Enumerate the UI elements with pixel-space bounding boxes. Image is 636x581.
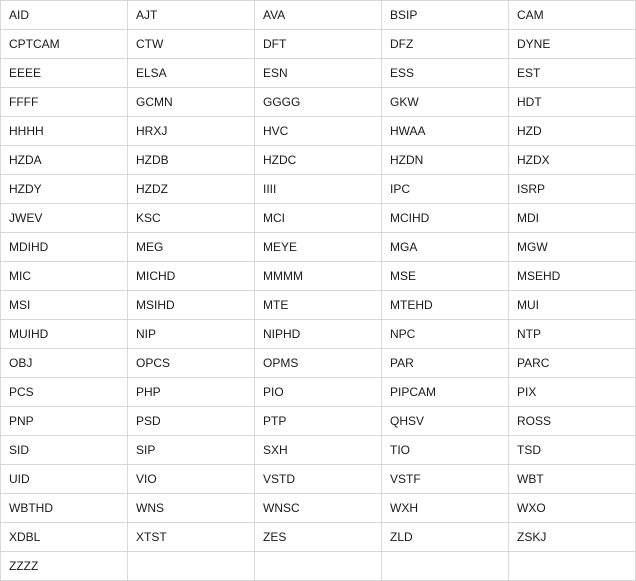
- code-cell: ZLD: [382, 523, 509, 552]
- table-row: [1, 30, 636, 59]
- code-cell: DFT: [255, 30, 382, 59]
- table-row: [1, 349, 636, 378]
- code-cell: MSEHD: [509, 262, 636, 291]
- code-cell: NIPHD: [255, 320, 382, 349]
- code-cell: QHSV: [382, 407, 509, 436]
- code-cell: AVA: [255, 1, 382, 30]
- code-cell: MDIHD: [1, 233, 128, 262]
- table-row: [1, 407, 636, 436]
- code-cell: NIP: [128, 320, 255, 349]
- code-cell: HWAA: [382, 117, 509, 146]
- code-cell: OBJ: [1, 349, 128, 378]
- table-row: [1, 88, 636, 117]
- code-cell: XDBL: [1, 523, 128, 552]
- code-cell: GCMN: [128, 88, 255, 117]
- code-cell: NPC: [382, 320, 509, 349]
- code-cell: PCS: [1, 378, 128, 407]
- code-cell: HZDY: [1, 175, 128, 204]
- code-cell: MCI: [255, 204, 382, 233]
- code-cell: PIPCAM: [382, 378, 509, 407]
- code-cell: KSC: [128, 204, 255, 233]
- table-row: [1, 552, 636, 581]
- table-row: [1, 320, 636, 349]
- code-cell: WNS: [128, 494, 255, 523]
- code-cell: MTE: [255, 291, 382, 320]
- code-cell: MUIHD: [1, 320, 128, 349]
- code-cell: NTP: [509, 320, 636, 349]
- code-cell: MSE: [382, 262, 509, 291]
- table-row: [1, 494, 636, 523]
- code-cell: HZDN: [382, 146, 509, 175]
- code-cell: JWEV: [1, 204, 128, 233]
- code-cell: FFFF: [1, 88, 128, 117]
- code-cell: PIX: [509, 378, 636, 407]
- table-row: [1, 523, 636, 552]
- code-cell: PTP: [255, 407, 382, 436]
- code-cell: HZDA: [1, 146, 128, 175]
- table-row: [1, 1, 636, 30]
- code-cell: ELSA: [128, 59, 255, 88]
- code-cell: PAR: [382, 349, 509, 378]
- code-cell: WNSC: [255, 494, 382, 523]
- code-cell: MGW: [509, 233, 636, 262]
- code-cell: ISRP: [509, 175, 636, 204]
- code-table-body: [1, 1, 636, 581]
- code-cell: MEYE: [255, 233, 382, 262]
- code-cell: WBTHD: [1, 494, 128, 523]
- code-cell: HDT: [509, 88, 636, 117]
- code-cell: DYNE: [509, 30, 636, 59]
- table-row: [1, 436, 636, 465]
- code-cell: EST: [509, 59, 636, 88]
- code-cell: HVC: [255, 117, 382, 146]
- code-cell: ESN: [255, 59, 382, 88]
- code-cell: HZDZ: [128, 175, 255, 204]
- table-row: [1, 291, 636, 320]
- empty-cell: [509, 552, 636, 581]
- code-cell: IPC: [382, 175, 509, 204]
- table-row: [1, 117, 636, 146]
- code-cell: HZDB: [128, 146, 255, 175]
- code-cell: HZDC: [255, 146, 382, 175]
- code-cell: IIII: [255, 175, 382, 204]
- code-cell: ROSS: [509, 407, 636, 436]
- code-cell: CTW: [128, 30, 255, 59]
- code-cell: MDI: [509, 204, 636, 233]
- code-cell: PIO: [255, 378, 382, 407]
- code-cell: XTST: [128, 523, 255, 552]
- code-cell: ESS: [382, 59, 509, 88]
- code-cell: WBT: [509, 465, 636, 494]
- empty-cell: [128, 552, 255, 581]
- code-cell: HZD: [509, 117, 636, 146]
- code-cell: MUI: [509, 291, 636, 320]
- table-row: [1, 465, 636, 494]
- code-cell: HRXJ: [128, 117, 255, 146]
- code-cell: TSD: [509, 436, 636, 465]
- code-cell: WXH: [382, 494, 509, 523]
- code-cell: MCIHD: [382, 204, 509, 233]
- code-cell: GGGG: [255, 88, 382, 117]
- code-cell: MGA: [382, 233, 509, 262]
- code-cell: PHP: [128, 378, 255, 407]
- code-cell: PNP: [1, 407, 128, 436]
- empty-cell: [382, 552, 509, 581]
- table-row: [1, 378, 636, 407]
- table-row: [1, 59, 636, 88]
- code-cell: MIC: [1, 262, 128, 291]
- code-cell: SIP: [128, 436, 255, 465]
- code-cell: PARC: [509, 349, 636, 378]
- code-cell: SID: [1, 436, 128, 465]
- table-row: [1, 233, 636, 262]
- code-cell: VSTF: [382, 465, 509, 494]
- code-cell: SXH: [255, 436, 382, 465]
- code-cell: CAM: [509, 1, 636, 30]
- code-cell: ZZZZ: [1, 552, 128, 581]
- code-cell: PSD: [128, 407, 255, 436]
- code-cell: WXO: [509, 494, 636, 523]
- code-cell: HZDX: [509, 146, 636, 175]
- code-cell: AID: [1, 1, 128, 30]
- code-cell: HHHH: [1, 117, 128, 146]
- code-cell: VIO: [128, 465, 255, 494]
- code-cell: ZES: [255, 523, 382, 552]
- code-cell: MTEHD: [382, 291, 509, 320]
- table-row: [1, 204, 636, 233]
- code-cell: EEEE: [1, 59, 128, 88]
- empty-cell: [255, 552, 382, 581]
- code-cell: TIO: [382, 436, 509, 465]
- code-cell: BSIP: [382, 1, 509, 30]
- code-cell: MICHD: [128, 262, 255, 291]
- code-cell: MSI: [1, 291, 128, 320]
- code-cell: ZSKJ: [509, 523, 636, 552]
- code-cell: VSTD: [255, 465, 382, 494]
- code-cell: OPMS: [255, 349, 382, 378]
- code-cell: GKW: [382, 88, 509, 117]
- code-cell: MSIHD: [128, 291, 255, 320]
- table-row: [1, 262, 636, 291]
- code-cell: DFZ: [382, 30, 509, 59]
- code-cell: AJT: [128, 1, 255, 30]
- code-cell: MMMM: [255, 262, 382, 291]
- code-cell: MEG: [128, 233, 255, 262]
- code-cell: CPTCAM: [1, 30, 128, 59]
- code-cell: OPCS: [128, 349, 255, 378]
- code-cell: UID: [1, 465, 128, 494]
- table-row: [1, 175, 636, 204]
- table-row: [1, 146, 636, 175]
